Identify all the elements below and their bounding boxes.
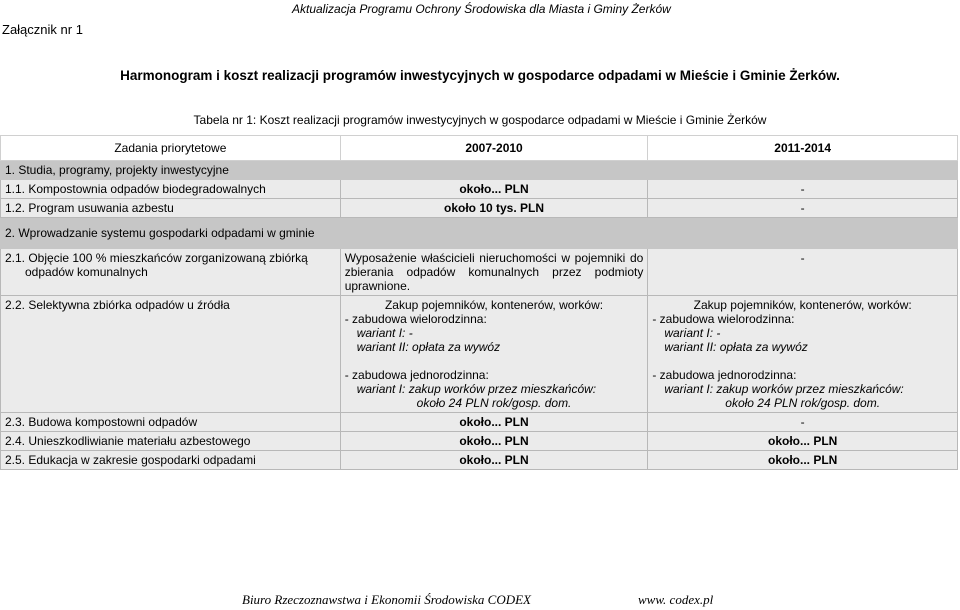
task-cell: 2.2. Selektywna zbiórka odpadów u źródła [1, 296, 341, 413]
document-header: Aktualizacja Programu Ochrony Środowiska dla Miasta i Gminy Żerków [292, 2, 671, 16]
cost-line: Zakup pojemników, kontenerów, worków: [693, 298, 912, 312]
header-tasks: Zadania priorytetowe [1, 136, 341, 161]
cost-cell: około... PLN [340, 451, 648, 470]
cost-line: wariant I: - [664, 326, 721, 340]
cost-cell: - [648, 180, 958, 199]
cost-line: wariant II: opłata za wywóz [356, 340, 501, 354]
cost-cell: około... PLN [340, 413, 648, 432]
cost-cell: Wyposażenie właścicieli nieruchomości w pojemniki do zbierania odpadów komunalnych przez podmioty uprawnione. [340, 249, 648, 296]
task-cell [1, 249, 341, 296]
table-row [1, 180, 958, 199]
header-period-2: 2011-2014 [648, 136, 958, 161]
task-line: 2.1. Objęcie 100 % mieszkańców zorganizowaną zbiórką [5, 251, 308, 265]
table-row [1, 451, 958, 470]
cost-cell: około... PLN [340, 432, 648, 451]
cost-cell: - [648, 199, 958, 218]
cost-line: - zabudowa jednorodzinna: [652, 368, 797, 382]
header-period-1: 2007-2010 [340, 136, 648, 161]
cost-line: około 24 PLN rok/gosp. dom. [725, 396, 881, 410]
cost-cell [648, 296, 958, 413]
section-row [1, 161, 958, 180]
task-cell: 1.1. Kompostownia odpadów biodegradowalnych [1, 180, 341, 199]
annex-label: Załącznik nr 1 [2, 22, 83, 37]
cost-line: wariant I: zakup worków przez mieszkańców: [356, 382, 597, 396]
cost-cell: około... PLN [648, 451, 958, 470]
document-title: Harmonogram i koszt realizacji programów inwestycyjnych w gospodarce odpadami w Mieście i Gminie Żerków. [120, 68, 840, 83]
task-cell: 2.3. Budowa kompostowni odpadów [1, 413, 341, 432]
cost-line: - zabudowa wielorodzinna: [652, 312, 795, 326]
table-header-row [1, 136, 958, 161]
cost-cell: około... PLN [648, 432, 958, 451]
section-row [1, 218, 958, 249]
section-2-title: 2. Wprowadzanie systemu gospodarki odpadami w gminie [1, 218, 958, 249]
table-row [1, 199, 958, 218]
cost-line: Zakup pojemników, kontenerów, worków: [384, 298, 604, 312]
cost-line: wariant I: - [356, 326, 413, 340]
cost-line: około 24 PLN rok/gosp. dom. [416, 396, 572, 410]
cost-line: - zabudowa wielorodzinna: [344, 312, 487, 326]
task-cell: 2.5. Edukacja w zakresie gospodarki odpadami [1, 451, 341, 470]
cost-table [0, 135, 958, 470]
cost-cell: - [648, 249, 958, 296]
cost-line: wariant I: zakup worków przez mieszkańców: [664, 382, 904, 396]
cost-cell: około... PLN [340, 180, 648, 199]
footer-website: www. codex.pl [638, 592, 714, 607]
table-row [1, 432, 958, 451]
table-row [1, 249, 958, 296]
cost-cell: około 10 tys. PLN [340, 199, 648, 218]
task-cell: 2.4. Unieszkodliwianie materiału azbestowego [1, 432, 341, 451]
section-1-title: 1. Studia, programy, projekty inwestycyjne [1, 161, 958, 180]
table-row [1, 296, 958, 413]
cost-cell: - [648, 413, 958, 432]
task-cell: 1.2. Program usuwania azbestu [1, 199, 341, 218]
cost-line: wariant II: opłata za wywóz [664, 340, 808, 354]
footer-company: Biuro Rzeczoznawstwa i Ekonomii Środowiska CODEX [242, 592, 532, 607]
task-line: odpadów komunalnych [25, 265, 148, 279]
cost-cell [340, 296, 648, 413]
cost-line: - zabudowa jednorodzinna: [344, 368, 489, 382]
table-caption: Tabela nr 1: Koszt realizacji programów inwestycyjnych w gospodarce odpadami w Mieście i Gminie Żerków [193, 113, 767, 127]
table-row [1, 413, 958, 432]
